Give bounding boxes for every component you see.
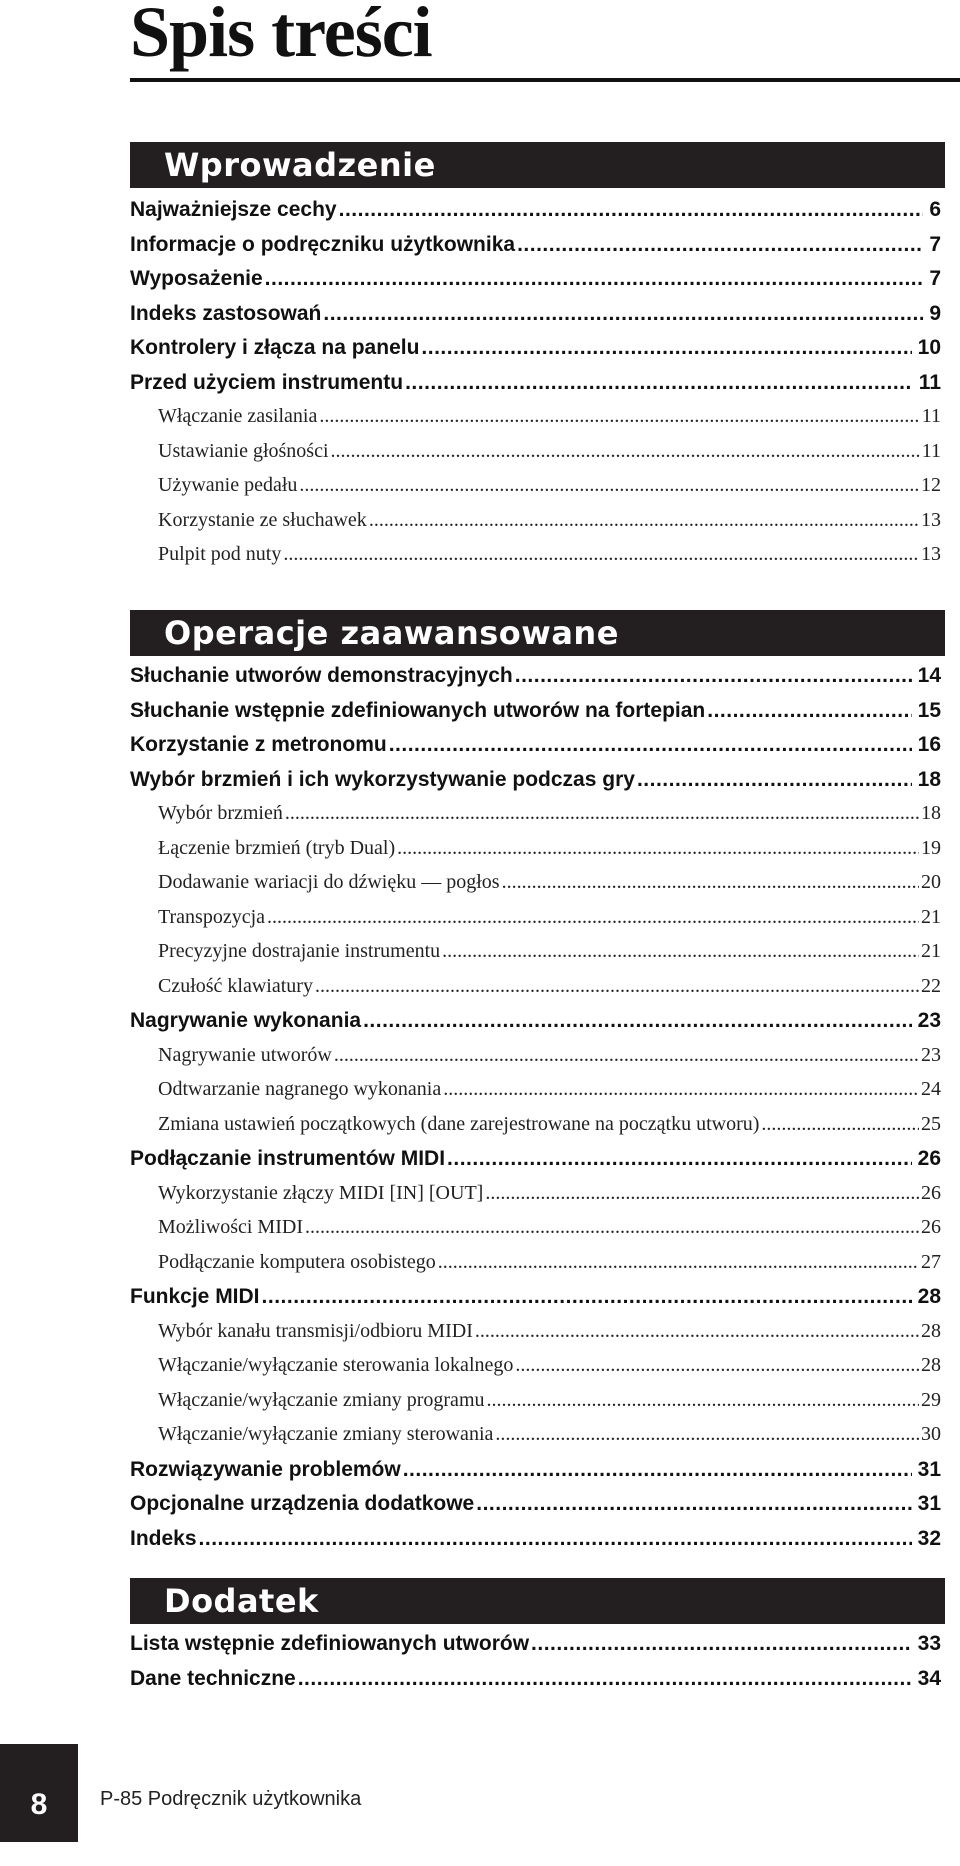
toc-entry-page: 26 [917, 1147, 941, 1170]
toc-entry[interactable] [130, 1527, 941, 1562]
toc-entry-page: 22 [921, 974, 941, 997]
toc-entry-title: Najważniejsze cechy [130, 198, 337, 221]
toc-list [130, 1632, 941, 1701]
toc-entry-title: Pulpit pod nuty [158, 543, 282, 565]
toc-entry-page: 31 [917, 1492, 941, 1515]
dot-leader [265, 267, 924, 290]
toc-entry-title: Podłączanie komputera osobistego [158, 1250, 436, 1273]
toc-entry-page: 28 [921, 1319, 941, 1342]
toc-entry-title: Transpozycja [158, 905, 266, 928]
toc-entry[interactable] [130, 1354, 941, 1389]
toc-entry-page: 18 [921, 802, 941, 824]
toc-entry-page: 10 [917, 336, 941, 359]
toc-entry-page: 26 [921, 1216, 941, 1238]
dot-leader [323, 302, 923, 325]
toc-entry-title: Opcjonalne urządzenia dodatkowe [130, 1492, 475, 1515]
dot-leader [637, 768, 912, 791]
toc-entry-title: Włączanie/wyłączanie zmiany programu [158, 1388, 485, 1411]
dot-leader [363, 1009, 912, 1032]
toc-entry[interactable] [130, 233, 941, 268]
toc-entry-title: Ustawianie głośności [158, 439, 329, 462]
toc-entry-title: Czułość klawiatury [158, 974, 313, 997]
toc-entry-title: Słuchanie utworów demonstracyjnych [130, 664, 513, 687]
toc-entry-page: 14 [917, 664, 941, 687]
toc-entry-page: 25 [921, 1112, 941, 1135]
toc-entry-title: Indeks zastosowań [130, 301, 322, 325]
toc-entry-title: Wybór brzmień i ich wykorzystywanie podczas gry [130, 767, 635, 791]
dot-leader [707, 699, 911, 722]
section-heading: Dodatek [130, 1578, 945, 1624]
toc-entry-page: 28 [917, 1285, 941, 1308]
dot-leader [515, 664, 912, 687]
dot-leader [438, 1251, 919, 1273]
toc-entry-title: Używanie pedału [158, 474, 298, 496]
dot-leader [761, 1113, 919, 1135]
dot-leader [389, 733, 912, 756]
dot-leader [502, 871, 919, 893]
toc-entry-page: 21 [921, 905, 941, 928]
toc-entry[interactable] [130, 1078, 941, 1113]
section-heading: Wprowadzenie [130, 142, 945, 188]
toc-entry-title: Dodawanie wariacji do dźwięku — pogłos [158, 871, 500, 893]
dot-leader [319, 405, 919, 427]
dot-leader [305, 1216, 919, 1238]
toc-entry[interactable] [130, 336, 941, 371]
toc-entry[interactable] [130, 1251, 941, 1286]
toc-entry-page: 30 [921, 1423, 941, 1445]
dot-leader [403, 1458, 912, 1481]
toc-entry[interactable] [130, 440, 941, 475]
toc-entry[interactable] [130, 198, 941, 233]
toc-entry-title: Wybór kanału transmisji/odbioru MIDI [158, 1319, 473, 1342]
toc-entry[interactable] [130, 267, 941, 302]
footer-text: P-85 Podręcznik użytkownika [100, 1788, 362, 1810]
toc-entry-page: 11 [918, 370, 941, 394]
toc-entry[interactable] [130, 664, 941, 699]
toc-entry-title: Włączanie zasilania [158, 405, 318, 427]
dot-leader [299, 474, 919, 496]
toc-entry[interactable] [130, 1320, 941, 1355]
toc-entry-page: 21 [921, 940, 941, 962]
toc-entry[interactable] [130, 302, 941, 337]
toc-entry-title: Łączenie brzmień (tryb Dual) [158, 836, 396, 859]
toc-entry-title: Lista wstępnie zdefiniowanych utworów [130, 1632, 530, 1655]
toc-entry-page: 11 [921, 405, 941, 427]
dot-leader [517, 233, 923, 256]
toc-entry-page: 34 [917, 1666, 941, 1690]
toc-entry-title: Informacje o podręczniku użytkownika [130, 232, 516, 256]
toc-entry-title: Przed użyciem instrumentu [130, 370, 404, 394]
toc-entry-page: 13 [921, 543, 941, 565]
dot-leader [298, 1667, 912, 1690]
toc-entry-title: Indeks [130, 1526, 197, 1550]
toc-entry[interactable] [130, 1216, 941, 1251]
toc-entry-page: 18 [917, 767, 941, 791]
toc-entry-title: Korzystanie z metronomu [130, 733, 387, 756]
toc-entry-title: Włączanie/wyłączanie zmiany sterowania [158, 1423, 494, 1445]
dot-leader [475, 1320, 919, 1342]
toc-entry[interactable] [130, 1423, 941, 1458]
toc-entry[interactable] [130, 1285, 941, 1320]
toc-entry-title: Dane techniczne [130, 1666, 296, 1690]
dot-leader [285, 802, 919, 824]
toc-entry-title: Zmiana ustawień początkowych (dane zarejestrowane na początku utworu) [158, 1112, 760, 1135]
toc-entry[interactable] [130, 906, 941, 941]
toc-entry-page: 32 [917, 1526, 941, 1550]
toc-entry-page: 29 [921, 1388, 941, 1411]
toc-entry[interactable] [130, 871, 941, 906]
toc-entry-title: Rozwiązywanie problemów [130, 1457, 401, 1481]
toc-entry-page: 19 [921, 836, 941, 859]
toc-entry-title: Wybór brzmień [158, 802, 283, 824]
dot-leader [283, 543, 919, 565]
dot-leader [447, 1147, 912, 1170]
toc-entry[interactable] [130, 474, 941, 509]
dot-leader [487, 1389, 920, 1411]
toc-entry[interactable] [130, 1389, 941, 1424]
toc-entry-page: 11 [921, 439, 941, 462]
toc-entry-page: 13 [921, 508, 941, 531]
dot-leader [531, 1632, 912, 1655]
toc-entry[interactable] [130, 733, 941, 768]
dot-leader [443, 1078, 919, 1100]
toc-entry-title: Nagrywanie utworów [158, 1043, 332, 1066]
toc-entry-title: Korzystanie ze słuchawek [158, 508, 367, 531]
toc-entry[interactable] [130, 543, 941, 578]
dot-leader [421, 336, 911, 359]
toc-entry[interactable] [130, 1044, 941, 1079]
dot-leader [339, 198, 924, 221]
toc-entry[interactable] [130, 1009, 941, 1044]
toc-entry-title: Możliwości MIDI [158, 1216, 303, 1238]
toc-entry[interactable] [130, 975, 941, 1010]
toc-entry[interactable] [130, 837, 941, 872]
dot-leader [495, 1423, 919, 1445]
toc-entry-page: 27 [921, 1250, 941, 1273]
toc-entry-title: Funkcje MIDI [130, 1285, 260, 1308]
toc-entry-page: 16 [917, 733, 941, 756]
toc-entry-title: Kontrolery i złącza na panelu [130, 336, 420, 359]
toc-entry[interactable] [130, 940, 941, 975]
dot-leader [331, 440, 920, 462]
toc-entry[interactable] [130, 509, 941, 544]
dot-leader [267, 906, 919, 928]
dot-leader [199, 1527, 912, 1550]
toc-entry-title: Nagrywanie wykonania [130, 1009, 362, 1032]
dot-leader [369, 509, 919, 531]
toc-entry-title: Włączanie/wyłączanie sterowania lokalnego [158, 1354, 514, 1376]
toc-entry[interactable] [130, 371, 941, 406]
toc-entry-page: 7 [929, 267, 941, 290]
toc-entry[interactable] [130, 802, 941, 837]
toc-entry-page: 9 [929, 301, 941, 325]
toc-entry[interactable] [130, 1147, 941, 1182]
toc-entry[interactable] [130, 1667, 941, 1702]
dot-leader [315, 975, 919, 997]
dot-leader [334, 1044, 919, 1066]
toc-entry[interactable] [130, 1113, 941, 1148]
toc-entry[interactable] [130, 768, 941, 803]
toc-entry-page: 23 [921, 1043, 941, 1066]
section-heading: Operacje zaawansowane [130, 610, 945, 656]
dot-leader [397, 837, 919, 859]
toc-entry-page: 15 [917, 698, 941, 722]
toc-entry-page: 20 [921, 871, 941, 893]
toc-list [130, 664, 941, 1561]
page-title: Spis treści [130, 0, 432, 72]
toc-entry-page: 7 [929, 232, 941, 256]
toc-entry[interactable] [130, 1182, 941, 1217]
toc-entry-page: 23 [917, 1009, 941, 1032]
toc-entry[interactable] [130, 699, 941, 734]
toc-entry-title: Wyposażenie [130, 267, 263, 290]
toc-entry-title: Odtwarzanie nagranego wykonania [158, 1078, 442, 1100]
toc-entry-title: Wykorzystanie złączy MIDI [IN] [OUT] [158, 1181, 484, 1204]
toc-list [130, 198, 941, 578]
title-rule [130, 78, 960, 82]
toc-entry-page: 31 [917, 1457, 941, 1481]
dot-leader [485, 1182, 919, 1204]
toc-entry-page: 24 [921, 1078, 941, 1100]
toc-entry[interactable] [130, 1632, 941, 1667]
toc-entry-page: 33 [917, 1632, 941, 1655]
toc-entry-page: 12 [921, 474, 941, 496]
toc-entry-page: 6 [929, 198, 941, 221]
dot-leader [515, 1354, 919, 1376]
dot-leader [405, 371, 913, 394]
toc-entry-title: Podłączanie instrumentów MIDI [130, 1147, 446, 1170]
dot-leader [442, 940, 919, 962]
dot-leader [476, 1492, 911, 1515]
toc-entry-page: 26 [921, 1181, 941, 1204]
toc-entry-page: 28 [921, 1354, 941, 1376]
toc-entry[interactable] [130, 1492, 941, 1527]
toc-entry-title: Słuchanie wstępnie zdefiniowanych utworów na fortepian [130, 698, 706, 722]
toc-entry-title: Precyzyjne dostrajanie instrumentu [158, 940, 441, 962]
toc-entry[interactable] [130, 405, 941, 440]
dot-leader [262, 1285, 912, 1308]
toc-entry[interactable] [130, 1458, 941, 1493]
footer-page-number: 8 [0, 1744, 78, 1842]
